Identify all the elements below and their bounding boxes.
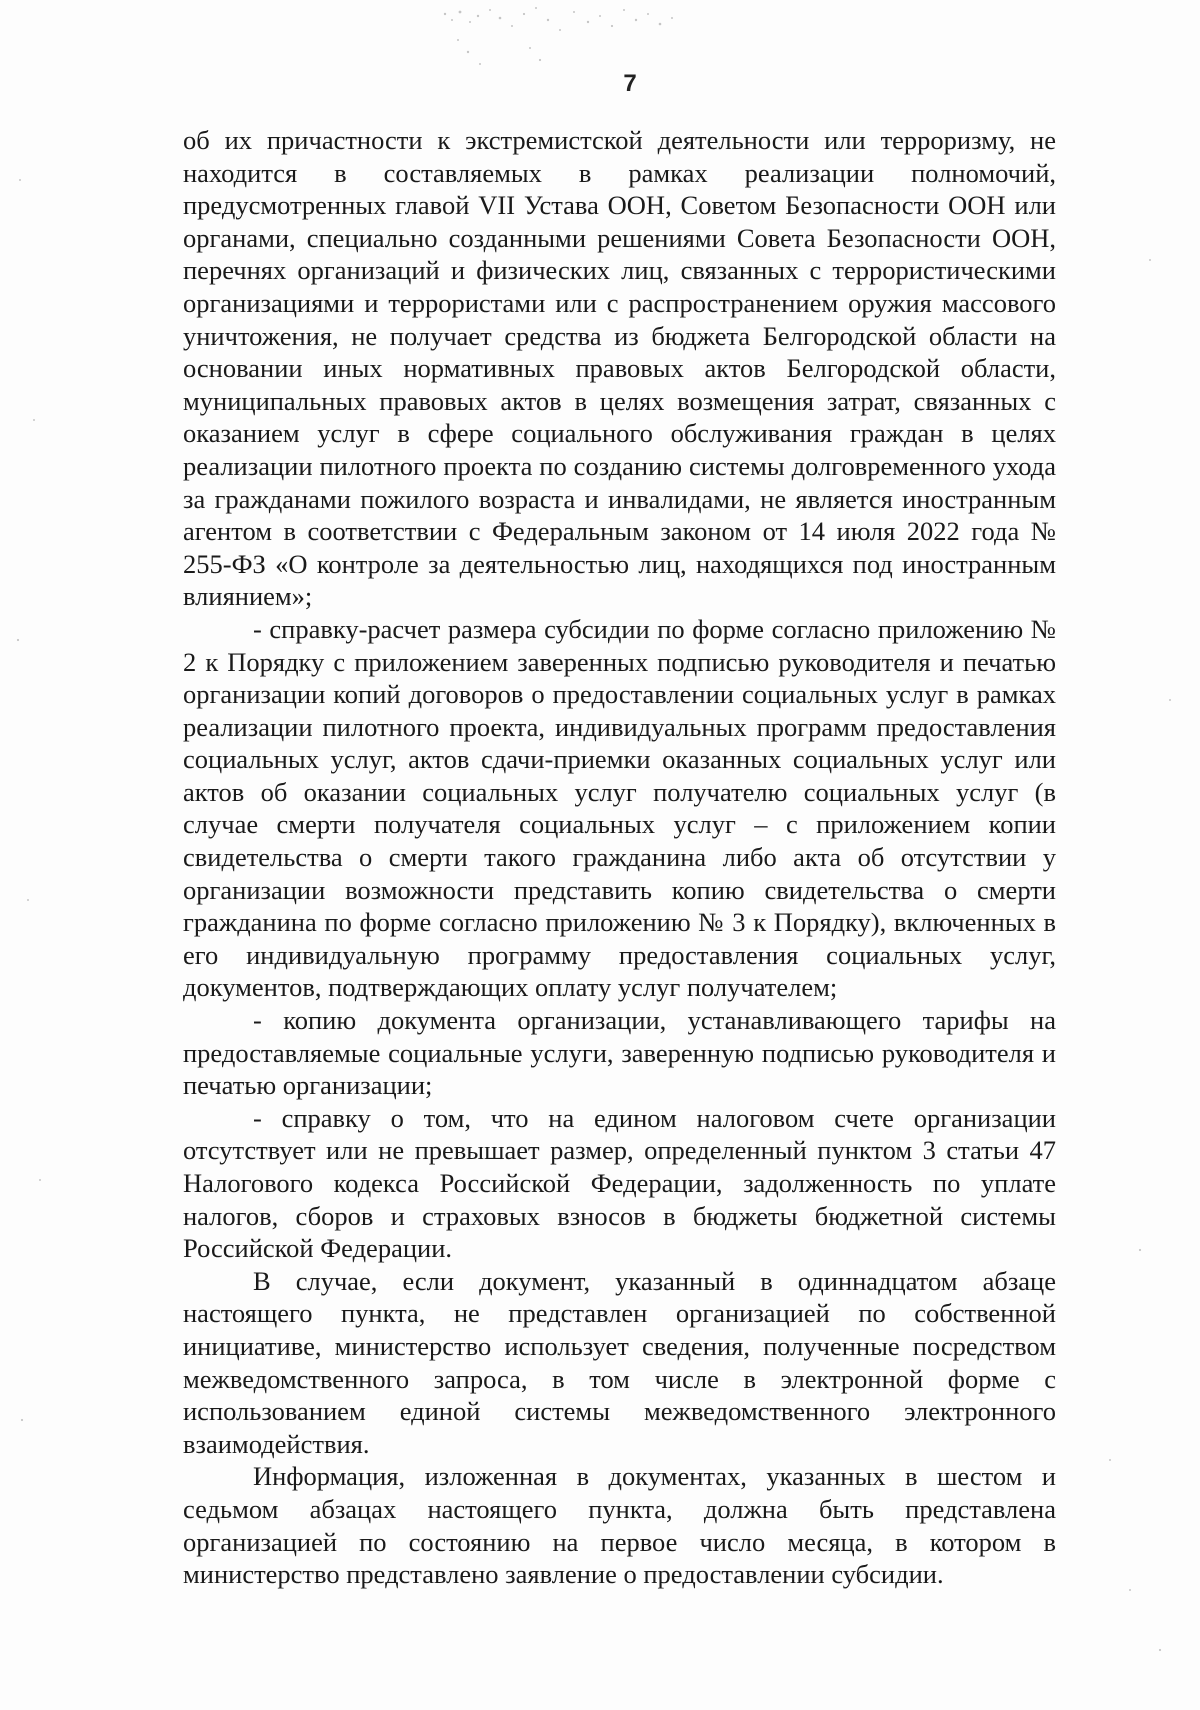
- document-body: [183, 124, 1056, 1591]
- paragraph-5: В случае, если документ, указанный в одиннадцатом абзаце настоящего пункта, не представлен организацией по собственной инициативе, министерство использует сведения, полученные посредством межведомственного запроса, в том числе в электронной форме с использованием единой системы межведомственного электронного взаимодействия.: [183, 1265, 1056, 1459]
- page-number: 7: [623, 70, 637, 97]
- paragraph-4: - справку о том, что на едином налоговом счете организации отсутствует или не превышает размер, определенный пунктом 3 статьи 47 Налогового кодекса Российской Федерации, задолженность по уплате налогов, сборов и страховых взносов в бюджеты бюджетной системы Российской Федерации.: [183, 1102, 1056, 1264]
- paragraph-3: - копию документа организации, устанавливающего тарифы на предоставляемые социальные услуги, заверенную подписью руководителя и печатью организации;: [183, 1005, 1056, 1101]
- paragraph-2: - справку-расчет размера субсидии по форме согласно приложению № 2 к Порядку с приложением заверенных подписью руководителя и печатью организации копий договоров о предоставлении социальных услуг в рамках реализации пилотного проекта, индивидуальных программ предоставления социальных услуг, актов сдачи-приемки оказанных социальных услуг или актов об оказании социальных услуг получателю социальных услуг (в случае смерти получателя социальных услуг – с приложением копии свидетельства о смерти такого гражданина либо акта об отсутствии у организации возможности представить копию свидетельства о смерти гражданина по форме согласно приложению № 3 к Порядку), включенных в его индивидуальную программу предоставления социальных услуг, документов, подтверждающих оплату услуг получателем;: [183, 613, 1056, 1003]
- paragraph-1: об их причастности к экстремистской деятельности или терроризму, не находится в составляемых в рамках реализации полномочий, предусмотренных главой VII Устава ООН, Советом Безопасности ООН или органами, специально созданными решениями Совета Безопасности ООН, перечнях организаций и физических лиц, связанных с террористическими организациями и террористами или с распространением оружия массового уничтожения, не получает средства из бюджета Белгородской области на основании иных нормативных правовых актов Белгородской области, муниципальных правовых актов в целях возмещения затрат, связанных с оказанием услуг в сфере социального обслуживания граждан в целях реализации пилотного проекта по созданию системы долговременного ухода за гражданами пожилого возраста и инвалидами, не является иностранным агентом в соответствии с Федеральным законом от 14 июля 2022 года № 255-ФЗ «О контроле за деятельностью лиц, находящихся под иностранным влиянием»;: [183, 125, 1056, 612]
- paragraph-6: Информация, изложенная в документах, указанных в шестом и седьмом абзацах настоящего пункта, должна быть представлена организацией по состоянию на первое число месяца, в котором в министерство представлено заявление о предоставлении субсидии.: [183, 1461, 1056, 1590]
